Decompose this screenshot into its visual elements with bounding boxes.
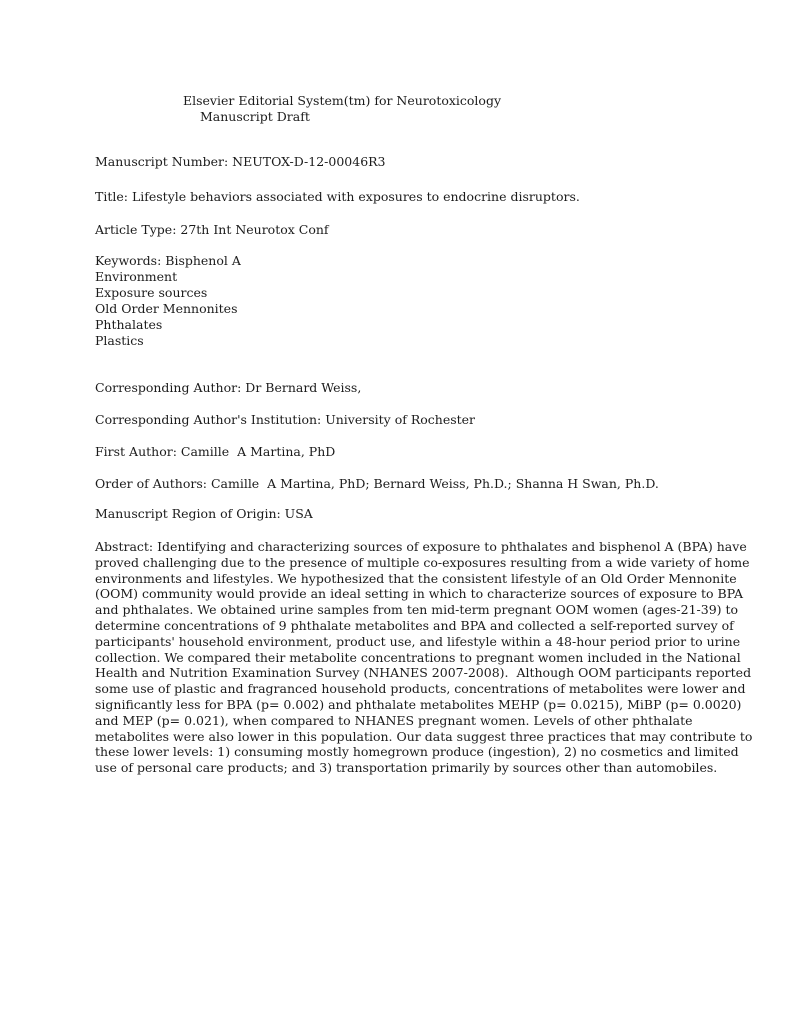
corresponding-author: Corresponding Author: Dr Bernard Weiss, — [95, 380, 362, 395]
text-line: proved challenging due to the presence of multiple co-exposures resulting from a wide variety of home — [95, 554, 750, 570]
order-of-authors: Order of Authors: Camille A Martina, PhD; Bernard Weiss, Ph.D.; Shanna H Swan, Ph.D. — [95, 476, 659, 491]
text-line: participants' household environment, product use, and lifestyle within a 48-hour period prior to urine — [95, 633, 741, 649]
text-line: determine concentrations of 9 phthalate metabolites and BPA and collected a self-reported survey of — [95, 617, 734, 633]
manuscript-draft-subheader: Manuscript Draft — [200, 109, 310, 124]
text-line: Phthalates — [95, 317, 163, 332]
text-line: Health and Nutrition Examination Survey (NHANES 2007-2008). Although OOM participants reported — [95, 665, 752, 681]
text-line: Environment — [95, 269, 178, 284]
text-line: use of personal care products; and 3) transportation primarily by sources other than automobiles. — [95, 760, 718, 776]
manuscript-title: Title: Lifestyle behaviors associated with exposures to endocrine disruptors. — [95, 189, 580, 204]
text-line: Plastics — [95, 333, 144, 348]
abstract-text — [95, 539, 752, 776]
text-line: some use of plastic and fragranced household products, concentrations of metabolites were lower and — [95, 681, 746, 697]
manuscript-region-of-origin: Manuscript Region of Origin: USA — [95, 506, 313, 521]
text-line: Exposure sources — [95, 285, 208, 300]
text-line: collection. We compared their metabolite concentrations to pregnant women included in the National — [95, 649, 741, 665]
text-line: Abstract: Identifying and characterizing sources of exposure to phthalates and bisphenol A (BPA) have — [95, 539, 747, 554]
first-author: First Author: Camille A Martina, PhD — [95, 444, 336, 459]
text-line: (OOM) community would provide an ideal setting in which to characterize sources of exposure to BPA — [95, 586, 744, 602]
corresponding-author-institution: Corresponding Author's Institution: University of Rochester — [95, 412, 476, 427]
text-line: significantly less for BPA (p= 0.002) and phthalate metabolites MEHP (p= 0.0215), MiBP (p= 0.0020) — [95, 696, 742, 712]
text-line: and phthalates. We obtained urine samples from ten mid-term pregnant OOM women (ages-21-39) to — [95, 602, 739, 618]
editorial-system-header: Elsevier Editorial System(tm) for Neurotoxicology — [183, 93, 502, 108]
manuscript-number: Manuscript Number: NEUTOX-D-12-00046R3 — [95, 154, 386, 169]
text-line: environments and lifestyles. We hypothesized that the consistent lifestyle of an Old Order Mennonite — [95, 570, 737, 586]
text-line: Old Order Mennonites — [95, 301, 238, 316]
text-line: these lower levels: 1) consuming mostly homegrown produce (ingestion), 2) no cosmetics and limited — [95, 744, 739, 760]
text-line: and MEP (p= 0.021), when compared to NHANES pregnant women. Levels of other phthalate — [95, 712, 693, 728]
keywords-list — [95, 253, 241, 349]
text-line: Keywords: Bisphenol A — [95, 253, 241, 268]
text-line: metabolites were also lower in this population. Our data suggest three practices that may contribute to — [95, 728, 753, 744]
article-type: Article Type: 27th Int Neurotox Conf — [95, 222, 329, 237]
